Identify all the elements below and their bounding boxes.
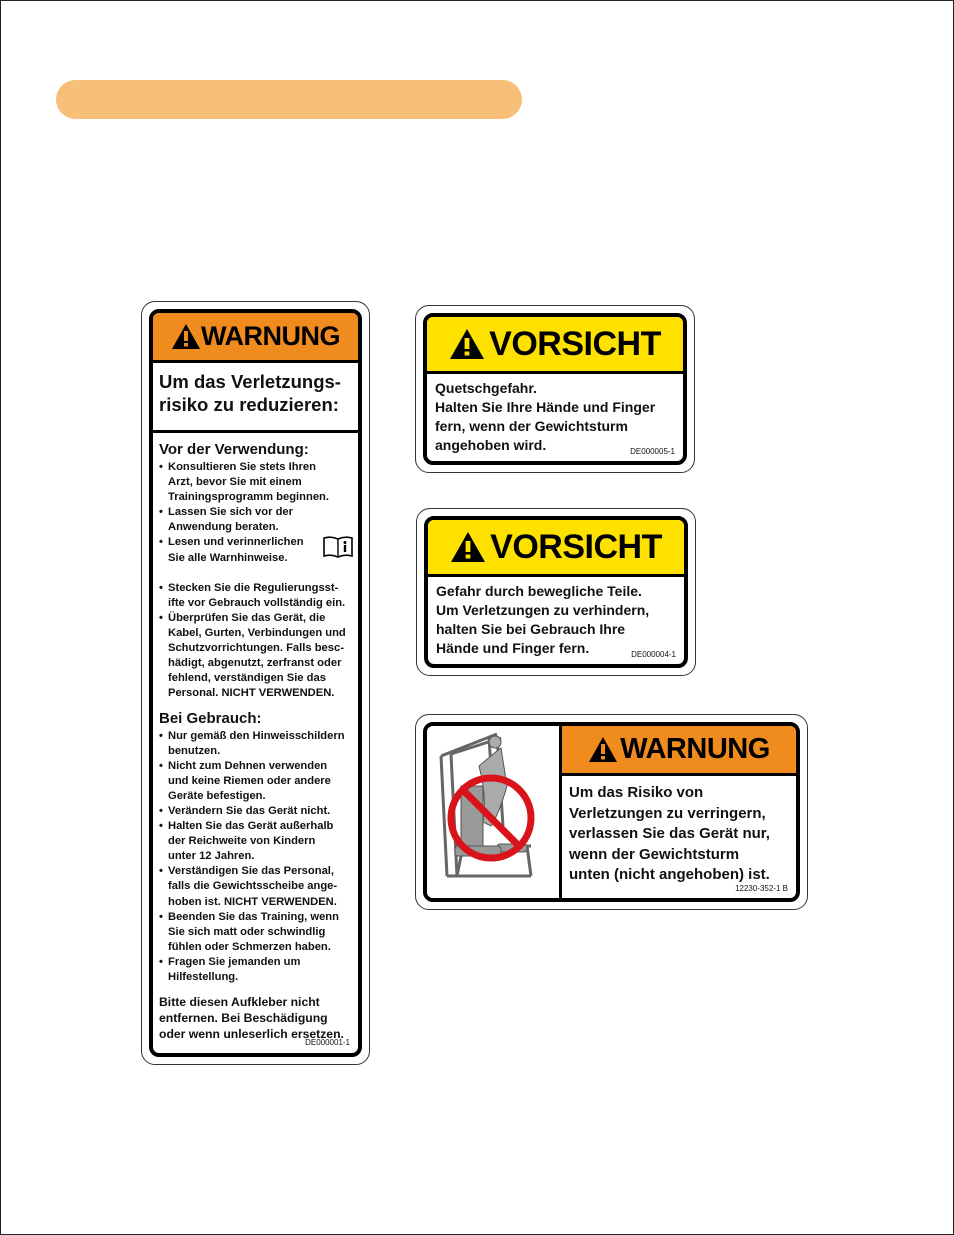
list-item: [159, 535, 352, 580]
section-during-title: Bei Gebrauch:: [159, 709, 262, 727]
warning-label-weight-stack: [415, 714, 808, 910]
list-item: • Verändern Sie das Gerät nicht.: [159, 804, 352, 819]
caution-header: [428, 520, 684, 577]
section-title-bar: [56, 80, 522, 119]
label-code: DE000001-1: [305, 1038, 350, 1047]
warning-content: [562, 726, 796, 898]
list-item: • Nicht zum Dehnen verwenden und keine Riemen oder andere Geräte befestigen.: [159, 759, 352, 804]
warning-triangle-icon: [449, 328, 485, 360]
warning-header: [562, 726, 796, 776]
closing-note: Bitte diesen Aufkleber nicht entfernen. Bei Beschädigung oder wenn unleserlich ersetzen.: [159, 995, 344, 1042]
warning-triangle-icon: [588, 736, 618, 763]
warning-header: [153, 313, 358, 363]
warning-triangle-icon: [450, 531, 486, 563]
caution-header-text: VORSICHT: [489, 324, 661, 363]
before-list: [159, 460, 352, 702]
label-code: DE000005-1: [630, 447, 675, 456]
warning-label-tall: [141, 301, 370, 1065]
prohibition-icon: [427, 726, 555, 900]
caution-header-text: VORSICHT: [490, 527, 662, 566]
warning-body: [153, 433, 358, 1042]
caution-label-pinch: [415, 305, 695, 473]
section-before-title: Vor der Verwendung:: [159, 441, 309, 458]
list-item: • Nur gemäß den Hinweisschildern benutzen.: [159, 729, 352, 759]
label-code: 12230-352-1 B: [735, 884, 788, 893]
list-item: • Beenden Sie das Training, wenn Sie sich matt oder schwindlig fühlen oder Schmerzen haben.: [159, 910, 352, 955]
warning-subtitle: Um das Verletzungs- risiko zu reduzieren:: [153, 363, 358, 433]
label-code: DE000004-1: [631, 650, 676, 659]
warning-triangle-icon: [171, 323, 201, 350]
list-item: • Überprüfen Sie das Gerät, die Kabel, Gurten, Verbindungen und Schutzvorrichtungen. Falls besc- hädigt, abgenutzt, zerfranst oder fehlend, verständigen Sie das Personal. NICHT VERWENDEN.: [159, 611, 352, 702]
list-item: • Fragen Sie jemanden um Hilfestellung.: [159, 955, 352, 985]
list-item: • Verständigen Sie das Personal, falls die Gewichtsscheibe ange- hoben ist. NICHT VERWENDEN.: [159, 864, 352, 909]
caution-text: Quetschgefahr. Halten Sie Ihre Hände und Finger fern, wenn der Gewichtsturm angehoben wird.: [435, 380, 656, 453]
caution-text: Gefahr durch bewegliche Teile. Um Verletzungen zu verhindern, halten Sie bei Gebrauch Ihre Hände und Finger fern.: [436, 583, 650, 656]
list-item: • Konsultieren Sie stets Ihren Arzt, bevor Sie mit einem Trainingsprogramm beginnen.: [159, 460, 352, 505]
manual-book-icon: [322, 535, 354, 559]
caution-label-moving-parts: [416, 508, 696, 676]
warning-header-text: WARNUNG: [201, 321, 340, 351]
machine-prohibition-picture: [427, 726, 562, 898]
during-list: [159, 729, 352, 986]
list-item: • Lassen Sie sich vor der Anwendung beraten.: [159, 505, 352, 535]
warning-header-text: WARNUNG: [620, 733, 770, 765]
warning-text: Um das Risiko von Verletzungen zu verringern, verlassen Sie das Gerät nur, wenn der Gewichtsturm unten (nicht angehoben) ist.: [569, 784, 770, 883]
list-item: • Stecken Sie die Regulierungsst- ifte vor Gebrauch vollständig ein.: [159, 581, 352, 611]
list-item: • Halten Sie das Gerät außerhalb der Reichweite von Kindern unter 12 Jahren.: [159, 819, 352, 864]
caution-header: [427, 317, 683, 374]
list-item-text: Lesen und verinnerlichen Sie alle Warnhinweise.: [168, 536, 304, 564]
